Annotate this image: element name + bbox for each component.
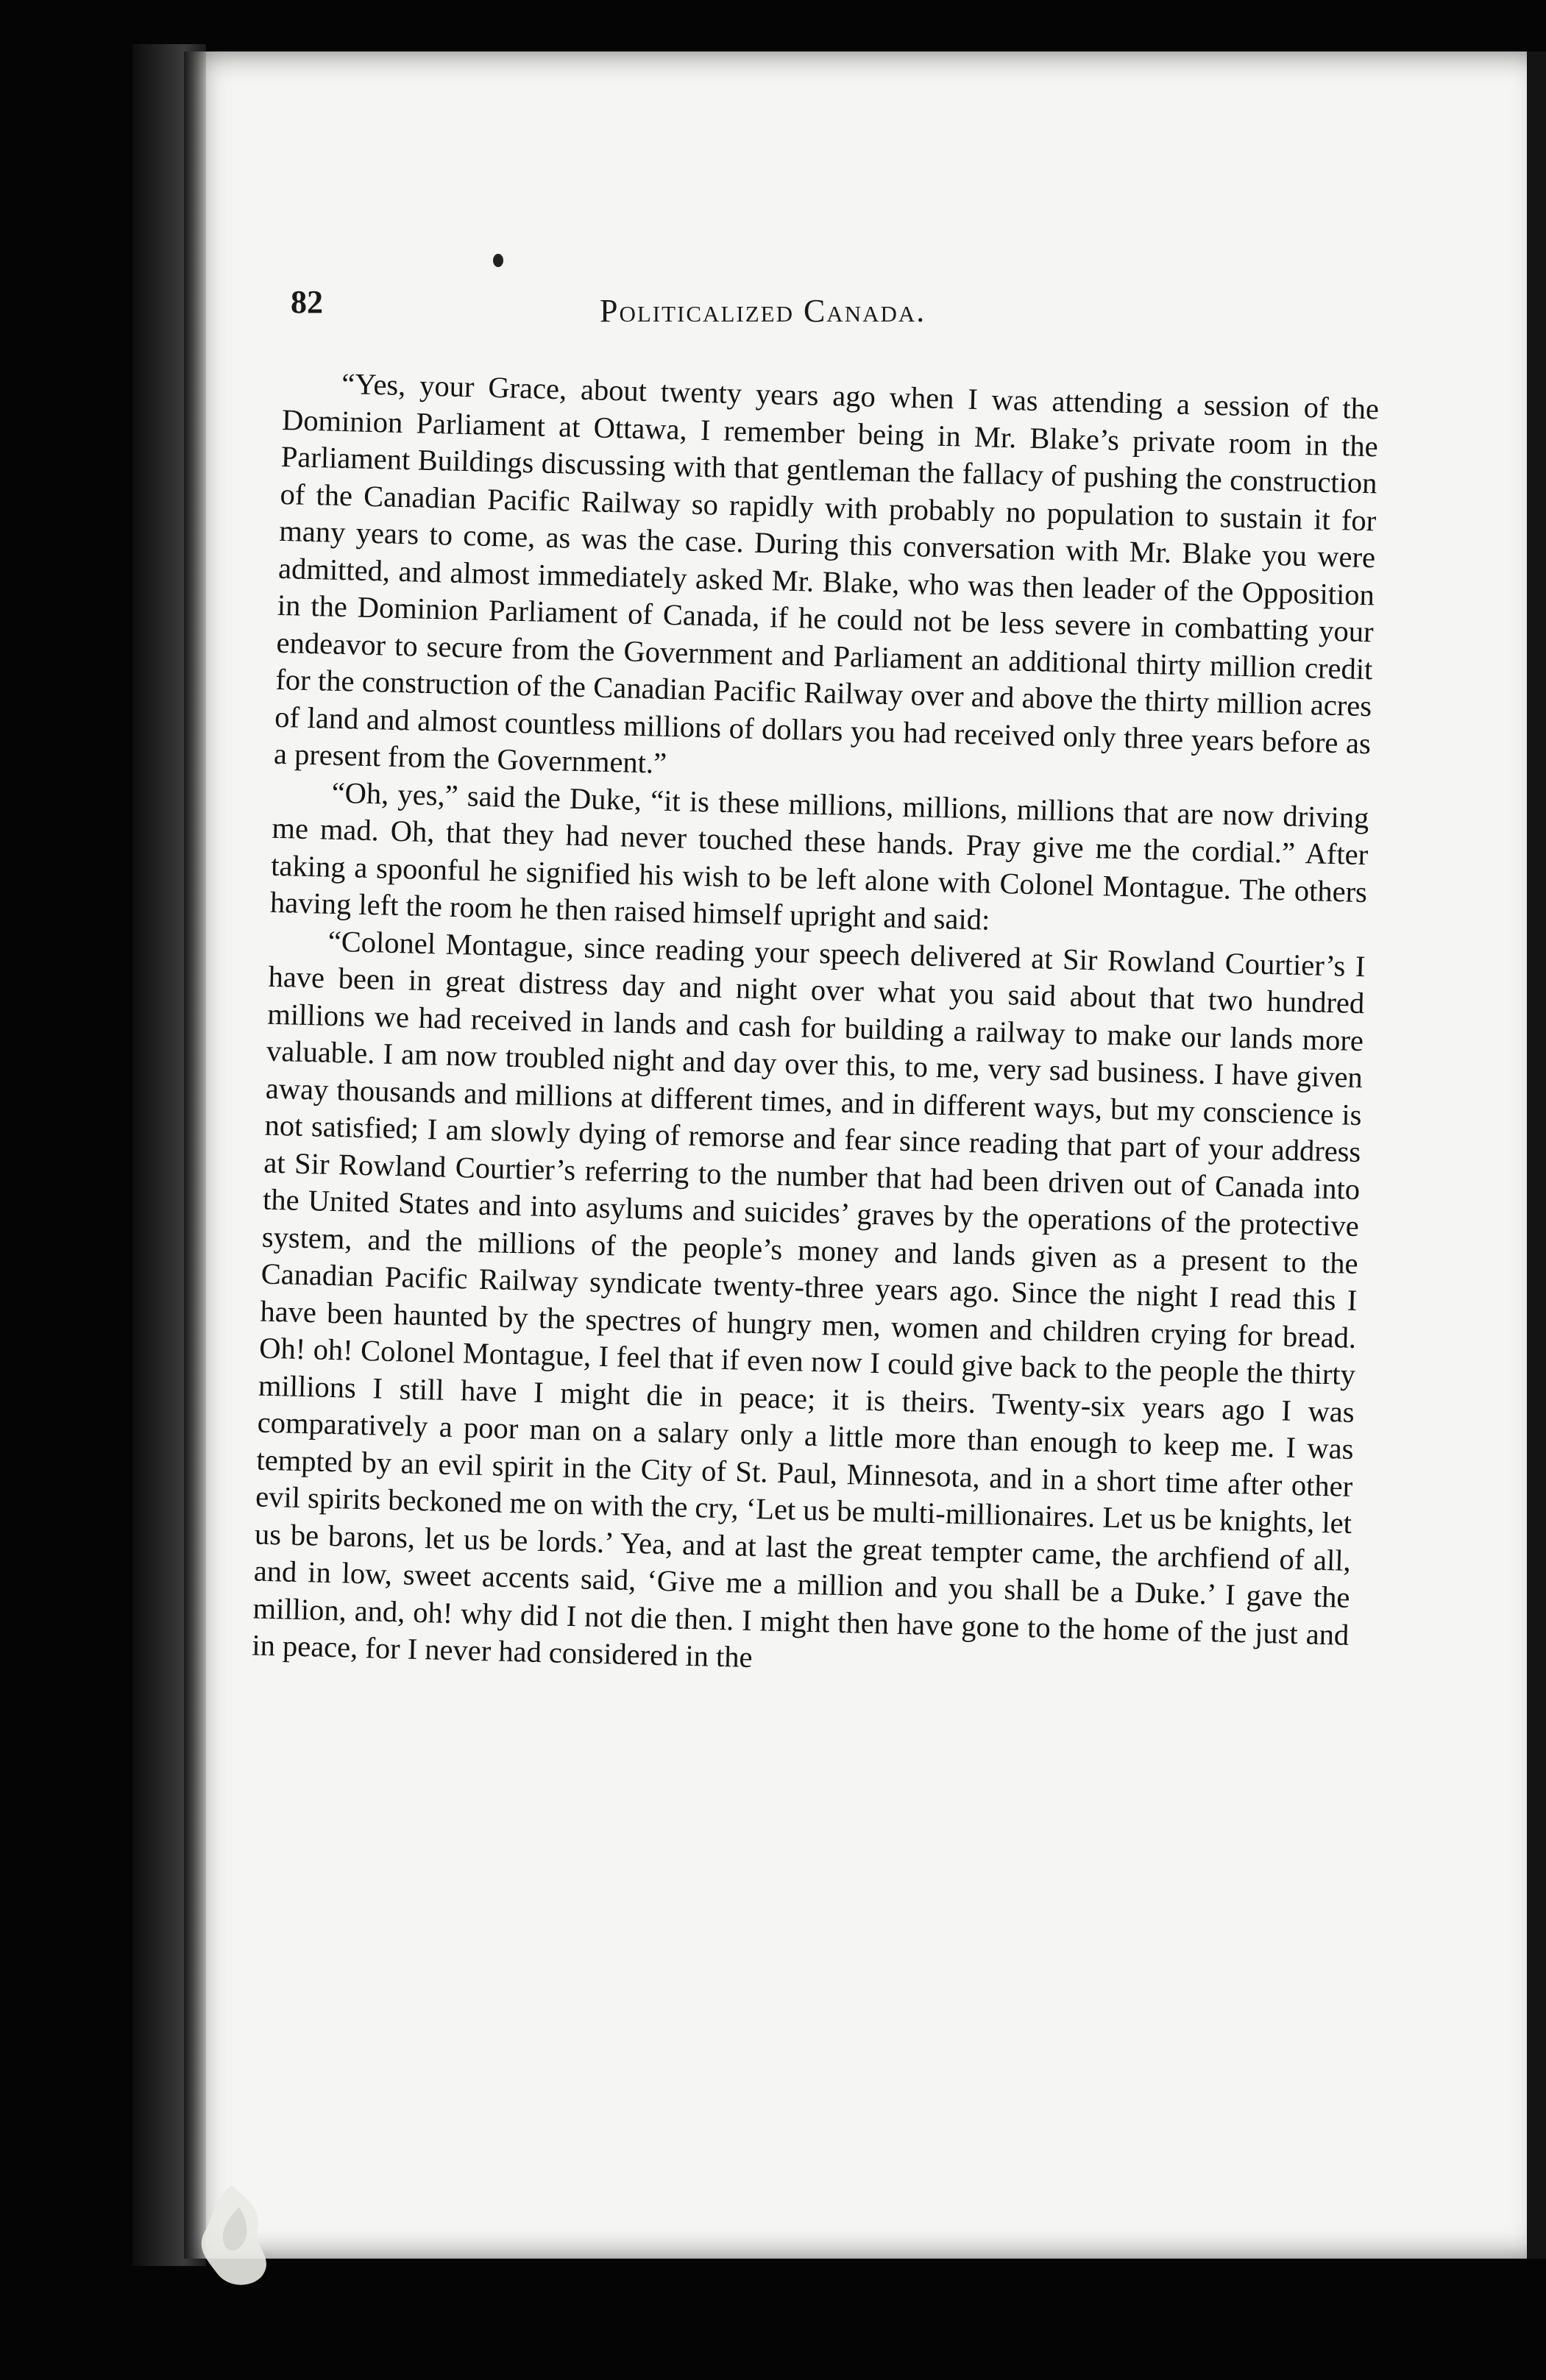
paragraph-3: “Colonel Montague, since reading your speech delivered at Sir Rowland Courtier’s I have been in great distress day and night over what you said about that two hundred millions we had received in lands and cash for building a railway to make our lands more valuable. I am now troubled night and day over this, to me, very sad business. I have given away thousands and millions at different times, and in different ways, but my conscience is not satisfied; I am slowly dying of remorse and fear since reading that part of your address at Sir Rowland Courtier’s referring to the number that had been driven out of Canada into the United States and into asylums and suicides’ graves by the operations of the protective system, and the millions of the people’s money and lands given as a present to the Canadian Pacific Railway syndicate twenty-three years ago. Since the night I read this I have been haunted by the spectres of hungry men, women and children crying for bread. Oh! oh! Colonel Montague, I feel that if even now I could give back to the people the thirty millions I still have I might die in peace; it is theirs. Twenty-six years ago I was comparatively a poor man on a salary only a little more than enough to keep me. I was tempted by an evil spirit in the City of St. Paul, Minnesota, and in a short time after other evil spirits beckoned me on with the cry, ‘Let us be multi-millionaires. Let us be knights, let us be barons, let us be lords.’ Yea, and at last the great tempter came, the archfiend of all, and in low, sweet accents said, ‘Give me a million and you shall be a Duke.’ I gave the million, and, oh! why did I not die then. I might then have gone to the home of the just and in peace, for I never had considered in the (251, 924, 1366, 1674)
paragraph-1: “Yes, your Grace, about twenty years ago when I was attending a session of the Dominion Parliament at Ottawa, I remember being in Mr. Blake’s private room in the Parliament Buildings discussing with that gentleman the fallacy of pushing the construction of the Canadian Pacific Railway so rapidly with probably no population to sustain it for many years to come, as was the case. During this conversation with Mr. Blake you were admitted, and almost immediately asked Mr. Blake, who was then leader of the Opposition in the Dominion Parliament of Canada, if he could not be less severe in combatting your endeavor to secure from the Government and Parliament an additional thirty million credit for the construction of the Canadian Pacific Railway over and above the thirty million acres of land and almost countless millions of dollars you had received only three years before as a present from the Government.” (273, 366, 1380, 780)
page-right-edge (1527, 51, 1546, 2259)
paragraph-2: “Oh, yes,” said the Duke, “it is these millions, millions, millions that are now driving me mad. Oh, that they had never touched these hands. Pray give me the cordial.” After taking a spoonful he signified his wish to be left alone with Colonel Montague. The others having left the room he then raised himself upright and said: (269, 775, 1369, 937)
running-title: Politicalized Canada. (600, 293, 926, 329)
ink-dot (493, 254, 503, 267)
paper-stain (188, 2178, 291, 2295)
page-gutter-shadow (184, 51, 206, 2259)
page-number: 82 (291, 284, 323, 320)
running-head (291, 283, 1402, 335)
body-text (252, 364, 1380, 1691)
